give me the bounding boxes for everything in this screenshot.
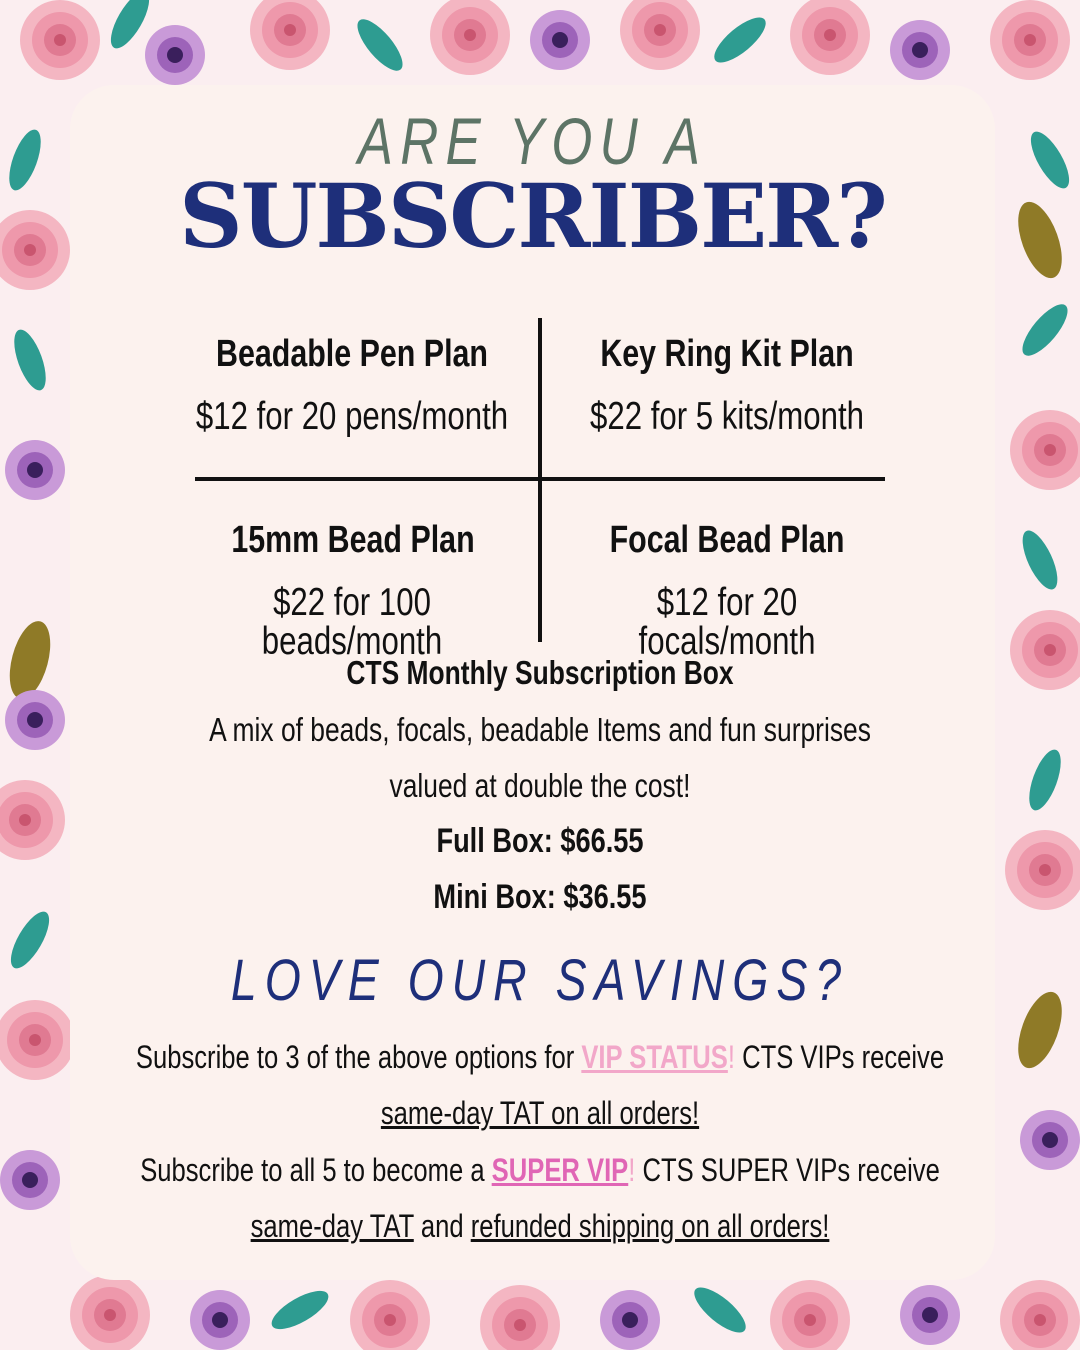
- vip-exclamation: !: [727, 1039, 735, 1075]
- plan-focal-name: Focal Bead Plan: [609, 519, 845, 561]
- heading-are-you-a: ARE YOU A: [357, 104, 708, 178]
- header: [70, 0, 995, 300]
- super-vip-benefit-tat: same-day TAT: [250, 1208, 414, 1244]
- super-vip-suffix: CTS SUPER VIPs receive: [635, 1152, 940, 1188]
- vip-prefix: Subscribe to 3 of the above options for: [135, 1039, 582, 1075]
- super-vip-benefit-shipping: refunded shipping on all orders!: [470, 1208, 830, 1244]
- plan-15mm-price: $22 for 100 beads/month: [261, 581, 443, 663]
- vip-line: [108, 1041, 972, 1073]
- mini-box-price: Mini Box: $36.55: [433, 878, 647, 916]
- vip-benefit: same-day TAT on all orders!: [380, 1095, 700, 1131]
- plan-keyring-name: Key Ring Kit Plan: [600, 333, 854, 375]
- plan-focal-price: $12 for 20 focals/month: [638, 581, 816, 663]
- super-vip-benefits: [108, 1210, 972, 1242]
- savings-heading: LOVE OUR SAVINGS?: [230, 948, 850, 1013]
- super-vip-link[interactable]: SUPER VIP: [491, 1152, 629, 1188]
- super-vip-and: and: [413, 1208, 471, 1244]
- super-vip-prefix: Subscribe to all 5 to become a: [140, 1152, 492, 1188]
- super-vip-exclamation: !: [628, 1152, 636, 1188]
- heading-subscriber: SUBSCRIBER?: [179, 164, 886, 268]
- box-description-line2: valued at double the cost!: [389, 767, 691, 804]
- box-description-line1: A mix of beads, focals, beadable Items and fun surprises: [209, 711, 871, 748]
- plan-15mm-name: 15mm Bead Plan: [231, 519, 475, 561]
- plan-pen-price: $12 for 20 pens/month: [195, 395, 509, 438]
- vip-suffix: CTS VIPs receive: [734, 1039, 945, 1075]
- plan-pen-name: Beadable Pen Plan: [215, 333, 489, 375]
- box-title: CTS Monthly Subscription Box: [346, 654, 734, 691]
- plan-keyring-price: $22 for 5 kits/month: [589, 395, 864, 438]
- super-vip-line: [108, 1154, 972, 1186]
- plans-horizontal-divider: [195, 477, 885, 481]
- full-box-price: Full Box: $66.55: [436, 822, 644, 860]
- vip-status-link[interactable]: VIP STATUS: [581, 1039, 728, 1075]
